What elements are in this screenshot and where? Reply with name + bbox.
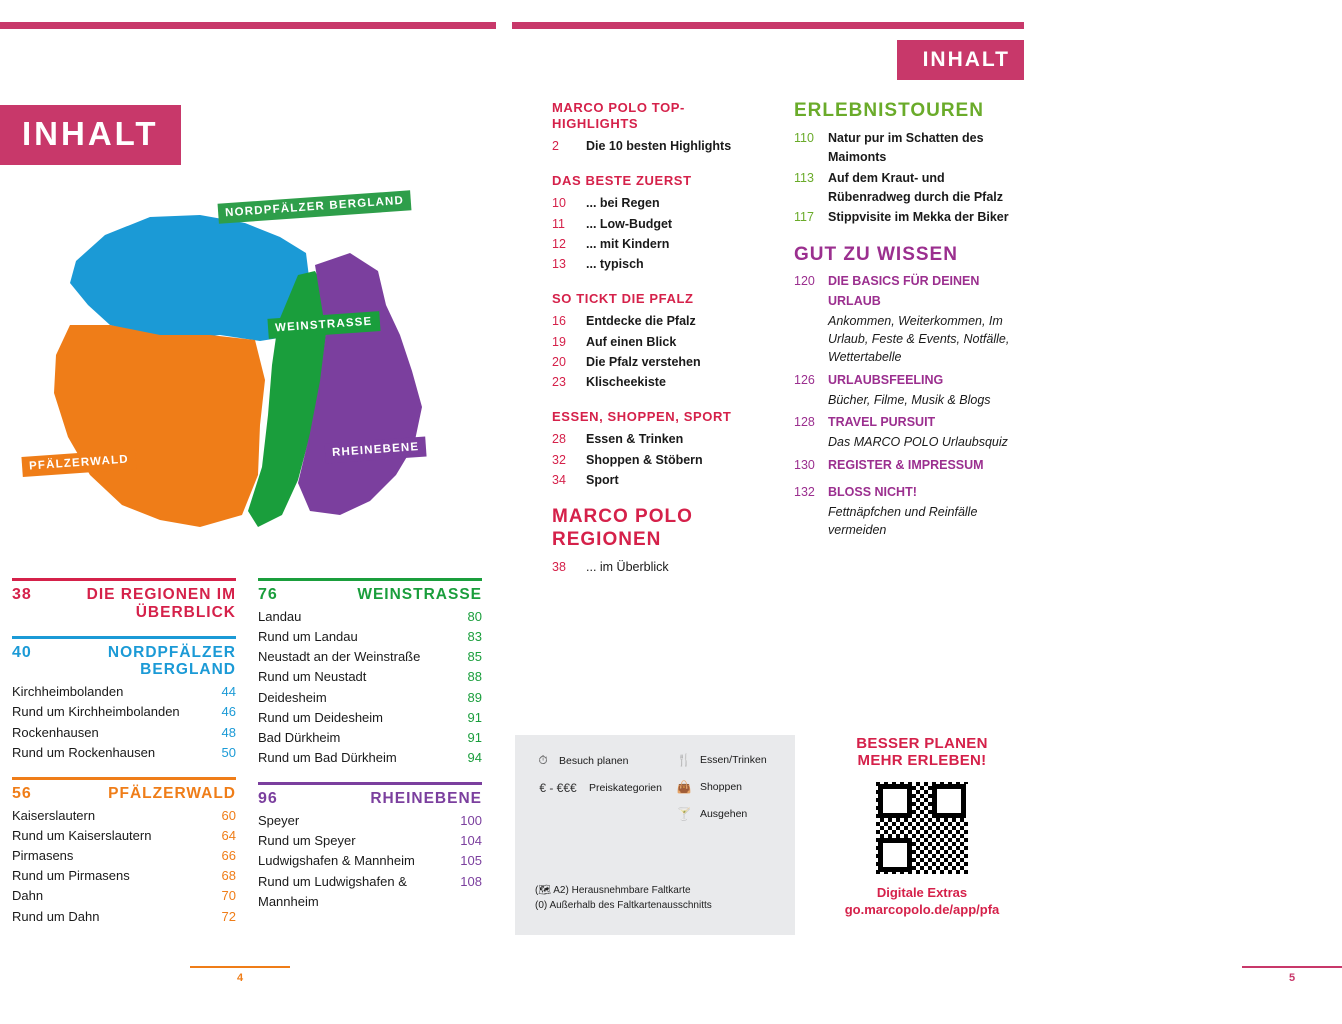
regions-column-right xyxy=(258,578,482,941)
list-item[interactable] xyxy=(12,743,236,763)
toc-label: Auf dem Kraut- und Rübenradweg durch die Pfalz xyxy=(828,170,1004,204)
toc-label: Stippvisite im Mekka der Biker xyxy=(828,210,1009,225)
legend-footnote: (🗺 A2) Herausnehmbare Faltkarte xyxy=(535,885,691,896)
qr-code[interactable] xyxy=(876,782,968,874)
region-title: PFÄLZERWALD xyxy=(108,784,236,802)
toc-group-essen-shoppen-sport xyxy=(552,409,770,491)
toc-item[interactable] xyxy=(552,312,770,331)
row-page: 91 xyxy=(467,729,482,745)
list-item[interactable] xyxy=(258,688,482,708)
row-page: 85 xyxy=(467,649,482,665)
row-label: Neustadt an der Weinstraße xyxy=(258,649,421,665)
toc-item[interactable] xyxy=(794,208,1012,227)
toc-page: 12 xyxy=(552,236,566,251)
toc-item[interactable] xyxy=(552,558,770,577)
row-label: Rund um Kirchheimbolanden xyxy=(12,704,180,720)
toc-page: 117 xyxy=(794,210,814,225)
toc-page: 34 xyxy=(552,473,566,488)
region-heading[interactable] xyxy=(12,578,236,622)
row-label: Dahn xyxy=(12,888,44,904)
toc-page: 13 xyxy=(552,257,566,272)
row-label: Rund um Neustadt xyxy=(258,669,367,685)
toc-item[interactable] xyxy=(794,169,1012,208)
row-page: 68 xyxy=(221,868,236,884)
euro-icon: € - €€€ xyxy=(539,781,577,795)
toc-item[interactable] xyxy=(552,373,770,392)
toc-label: ... Low-Budget xyxy=(586,216,673,231)
row-label: Rund um Pirmasens xyxy=(12,868,130,884)
legend-label: Ausgehen xyxy=(699,808,748,820)
toc-item[interactable] xyxy=(552,451,770,470)
promo-block xyxy=(832,735,1012,919)
toc-group-title: ERLEBNISTOUREN xyxy=(794,100,984,121)
toc-page: 10 xyxy=(552,196,566,211)
toc-item[interactable] xyxy=(552,235,770,254)
row-label: Kaiserslautern xyxy=(12,807,96,823)
toc-page: 20 xyxy=(552,355,566,369)
toc-label: Klischeekiste xyxy=(586,375,666,390)
row-page: 44 xyxy=(221,684,236,700)
cutlery-icon: 🍴 xyxy=(676,753,692,767)
toc-page: 16 xyxy=(552,314,566,329)
toc-column-2 xyxy=(794,100,1012,593)
toc-page: 19 xyxy=(552,334,566,349)
region-block-pfaelzerwald[interactable] xyxy=(12,777,236,927)
toc-group-gut-zu-wissen xyxy=(794,244,1012,540)
toc-label: Entdecke die Pfalz xyxy=(586,314,696,329)
toc-label: Natur pur im Schatten des Maimonts xyxy=(828,130,984,165)
legend-grid xyxy=(535,753,785,821)
row-page: 104 xyxy=(460,833,482,849)
toc-item[interactable] xyxy=(794,371,1012,390)
region-page-number: 38 xyxy=(12,586,32,603)
row-label: Rund um Bad Dürkheim xyxy=(258,749,397,765)
clock-icon: ⏱ xyxy=(538,753,548,767)
map-label-rheinebene: RHEINEBENE xyxy=(324,436,427,463)
region-title: WEINSTRASSE xyxy=(357,586,482,603)
region-title: NORDPFÄLZER BERGLAND xyxy=(107,643,236,679)
row-label: Kirchheimbolanden xyxy=(12,684,124,700)
toc-item[interactable] xyxy=(552,215,770,234)
toc-page: 28 xyxy=(552,432,566,447)
row-page: 100 xyxy=(460,813,482,829)
toc-group-marco-polo-regionen xyxy=(552,506,770,577)
page-number: 4 xyxy=(236,972,244,984)
toc-group-title: ESSEN, SHOPPEN, SPORT xyxy=(552,408,732,424)
toc-label: Essen & Trinken xyxy=(586,432,684,447)
list-item[interactable] xyxy=(12,702,236,722)
row-page: 94 xyxy=(467,749,482,765)
list-item[interactable] xyxy=(258,831,482,851)
page-footer-right xyxy=(1242,966,1342,984)
row-page: 88 xyxy=(467,669,482,685)
row-label: Rund um Dahn xyxy=(12,908,100,924)
legend-column-left xyxy=(535,753,662,821)
legend-footnote: (0) Außerhalb des Faltkartenausschnitts xyxy=(535,900,712,911)
row-label: Rund um Ludwigshafen & Mannheim xyxy=(258,873,407,909)
region-page-number: 96 xyxy=(258,790,278,808)
toc-page: 132 xyxy=(794,484,815,499)
list-item[interactable] xyxy=(12,806,236,826)
row-page: 66 xyxy=(221,848,236,864)
toc-page: 126 xyxy=(794,372,815,387)
toc-page: 120 xyxy=(794,274,815,289)
footer-rule xyxy=(190,966,290,968)
legend-label: Besuch planen xyxy=(559,754,629,767)
region-title: DIE REGIONEN IM ÜBERBLICK xyxy=(86,586,236,621)
row-label: Speyer xyxy=(258,813,300,829)
toc-label: Sport xyxy=(586,473,619,488)
toc-group-so-tickt-die-pfalz xyxy=(552,291,770,393)
region-heading[interactable] xyxy=(12,636,236,680)
cocktail-icon: 🍸 xyxy=(676,807,692,821)
pfalz-region-map[interactable] xyxy=(10,175,480,555)
list-item[interactable] xyxy=(258,811,482,831)
row-page: 89 xyxy=(467,689,482,705)
legend-label: Preiskategorien xyxy=(589,782,662,794)
row-page: 108 xyxy=(460,873,482,889)
toc-group-title: MARCO POLO TOP-HIGHLIGHTS xyxy=(552,100,685,131)
row-page: 48 xyxy=(221,724,236,740)
toc-label: ... typisch xyxy=(586,257,644,272)
row-page: 50 xyxy=(221,744,236,760)
toc-page: 11 xyxy=(552,216,565,231)
toc-item[interactable] xyxy=(552,430,770,449)
toc-item[interactable] xyxy=(794,129,1012,168)
list-item[interactable] xyxy=(258,627,482,647)
row-page: 83 xyxy=(467,629,482,645)
row-label: Rund um Kaiserslautern xyxy=(12,827,152,843)
list-item[interactable] xyxy=(12,846,236,866)
toc-item[interactable] xyxy=(552,255,770,274)
map-svg xyxy=(10,175,480,555)
row-page: 46 xyxy=(221,704,236,720)
toc-column-1 xyxy=(552,100,770,593)
toc-group-top-highlights xyxy=(552,100,770,157)
legend-footnotes xyxy=(535,883,712,913)
row-label: Pirmasens xyxy=(12,848,74,864)
toc-page: 128 xyxy=(794,415,815,430)
legend-entry xyxy=(676,780,767,794)
row-label: Bad Dürkheim xyxy=(258,729,341,745)
row-label: Rund um Deidesheim xyxy=(258,709,384,725)
legend-column-right xyxy=(676,753,767,821)
promo-link-label: Digitale Extras xyxy=(876,884,968,900)
row-page: 60 xyxy=(221,807,236,823)
toc-item[interactable] xyxy=(552,137,770,156)
region-rows xyxy=(258,607,482,768)
promo-link-url[interactable]: go.marcopolo.de/app/pfa xyxy=(844,902,1000,918)
region-rows xyxy=(12,806,236,927)
regions-index xyxy=(12,578,482,941)
toc-label: Auf einen Blick xyxy=(586,334,677,349)
page-number: 5 xyxy=(1288,972,1296,984)
legend-label: Essen/Trinken xyxy=(699,754,767,766)
toc-columns xyxy=(552,100,1012,593)
row-label: Deidesheim xyxy=(258,689,327,705)
toc-page: 130 xyxy=(794,457,815,472)
toc-label: ... bei Regen xyxy=(586,196,660,211)
page-footer-left xyxy=(190,966,290,984)
list-item[interactable] xyxy=(258,728,482,748)
list-item[interactable] xyxy=(258,872,482,912)
region-block-nordpfaelzer-bergland[interactable] xyxy=(12,636,236,763)
toc-group-title: MARCO POLO REGIONEN xyxy=(552,506,693,551)
row-label: Landau xyxy=(258,609,302,624)
regions-column-left xyxy=(12,578,236,941)
region-page-number: 40 xyxy=(12,643,32,661)
running-head: INHALT xyxy=(897,40,1024,80)
toc-item[interactable] xyxy=(794,272,1012,311)
region-title: RHEINEBENE xyxy=(370,790,482,808)
page-title: INHALT xyxy=(0,105,181,165)
toc-subtitle: Bücher, Filme, Musik & Blogs xyxy=(828,392,991,407)
toc-subtitle: Das MARCO POLO Urlaubsquiz xyxy=(828,435,1008,450)
toc-subtitle: Ankommen, Weiterkommen, Im Urlaub, Feste & Events, Notfälle, Wettertabelle xyxy=(828,314,1010,365)
list-item[interactable] xyxy=(258,667,482,687)
toc-item[interactable] xyxy=(552,333,770,352)
list-item[interactable] xyxy=(12,866,236,886)
toc-item[interactable] xyxy=(794,456,1012,475)
toc-group-title: DAS BESTE ZUERST xyxy=(552,172,692,188)
region-heading[interactable] xyxy=(258,578,482,604)
promo-headline-line2: MEHR ERLEBEN! xyxy=(857,752,987,770)
list-item[interactable] xyxy=(12,907,236,927)
region-rows xyxy=(258,811,482,912)
map-label-weinstrasse: WEINSTRASSE xyxy=(267,311,380,339)
toc-subtitle: Fettnäpfchen und Reinfälle vermeiden xyxy=(828,505,978,538)
map-label-nordpfaelzer-bergland: NORDPFÄLZER BERGLAND xyxy=(218,190,412,223)
footer-rule xyxy=(1242,966,1342,968)
toc-page: 23 xyxy=(552,375,566,390)
toc-item[interactable] xyxy=(552,353,770,372)
region-heading[interactable] xyxy=(258,782,482,808)
region-page-number: 76 xyxy=(258,586,278,603)
right-page xyxy=(512,0,1296,1024)
legend-label: Shoppen xyxy=(699,781,743,793)
toc-page: 113 xyxy=(794,170,814,185)
region-block-weinstrasse[interactable] xyxy=(258,578,482,768)
map-label-pfaelzerwald: PFÄLZERWALD xyxy=(21,449,136,477)
region-rows xyxy=(12,682,236,763)
toc-label: Shoppen & Stöbern xyxy=(586,452,703,467)
toc-page: 32 xyxy=(552,452,566,467)
list-item[interactable] xyxy=(258,708,482,728)
toc-label: Die 10 besten Highlights xyxy=(586,139,732,154)
legend-entry xyxy=(676,807,767,821)
legend-entry xyxy=(676,753,767,767)
row-label: Rund um Rockenhausen xyxy=(12,744,156,760)
list-item[interactable] xyxy=(258,748,482,768)
row-page: 70 xyxy=(221,888,236,904)
legend-entry xyxy=(535,781,662,795)
list-item[interactable] xyxy=(12,826,236,846)
toc-item[interactable] xyxy=(794,413,1012,432)
row-page: 72 xyxy=(221,908,236,924)
list-item[interactable] xyxy=(12,723,236,743)
bag-icon: 👜 xyxy=(676,780,692,794)
region-heading[interactable] xyxy=(12,777,236,803)
row-label: Rund um Landau xyxy=(258,629,358,645)
toc-group-erlebnistouren xyxy=(794,100,1012,228)
toc-label: TRAVEL PURSUIT xyxy=(828,415,936,430)
region-page-number: 56 xyxy=(12,784,32,802)
list-item[interactable] xyxy=(258,607,482,627)
row-label: Ludwigshafen & Mannheim xyxy=(258,853,415,869)
toc-item[interactable] xyxy=(552,194,770,213)
row-page: 80 xyxy=(467,609,482,624)
region-block-rheinebene[interactable] xyxy=(258,782,482,912)
list-item[interactable] xyxy=(12,682,236,702)
row-label: Rund um Speyer xyxy=(258,833,356,849)
toc-label: Die Pfalz verstehen xyxy=(586,355,701,369)
toc-group-das-beste-zuerst xyxy=(552,173,770,275)
toc-label: ... mit Kindern xyxy=(586,236,670,251)
toc-label: URLAUBSFEELING xyxy=(828,372,944,387)
toc-page: 110 xyxy=(794,130,814,145)
toc-item[interactable] xyxy=(552,471,770,490)
list-item[interactable] xyxy=(12,886,236,906)
toc-label: DIE BASICS FÜR DEINEN URLAUB xyxy=(828,274,980,308)
list-item[interactable] xyxy=(258,851,482,871)
row-page: 91 xyxy=(467,709,482,725)
promo-headline-line1: BESSER PLANEN xyxy=(856,735,988,752)
row-label: Rockenhausen xyxy=(12,724,99,740)
toc-group-title: GUT ZU WISSEN xyxy=(794,243,958,265)
region-block-ueberblick[interactable] xyxy=(12,578,236,622)
legend-box xyxy=(515,735,795,935)
toc-item[interactable] xyxy=(794,483,1012,502)
toc-label: ... im Überblick xyxy=(586,560,669,575)
row-page: 105 xyxy=(460,853,482,869)
toc-group-title: SO TICKT DIE PFALZ xyxy=(552,290,694,306)
toc-page: 2 xyxy=(552,139,559,154)
legend-entry xyxy=(535,753,662,768)
left-page xyxy=(0,0,512,1024)
toc-page: 38 xyxy=(552,560,566,575)
qr-finder-top-right xyxy=(932,784,966,818)
list-item[interactable] xyxy=(258,647,482,667)
toc-label: REGISTER & IMPRESSUM xyxy=(828,457,984,472)
map-area-pfaelzerwald[interactable] xyxy=(54,325,265,527)
toc-label: BLOSS NICHT! xyxy=(828,484,917,499)
row-page: 64 xyxy=(221,827,236,843)
